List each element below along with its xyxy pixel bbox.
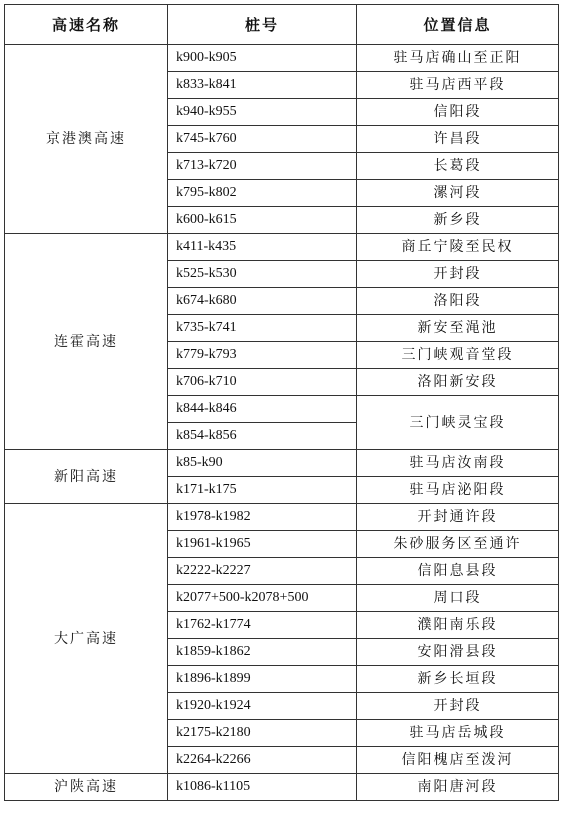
stake-number-cell: k833-k841 <box>168 72 357 99</box>
location-cell: 长葛段 <box>357 153 559 180</box>
stake-number-cell: k411-k435 <box>168 234 357 261</box>
table-row <box>5 504 559 531</box>
stake-number-cell: k1762-k1774 <box>168 612 357 639</box>
location-cell: 许昌段 <box>357 126 559 153</box>
highway-table <box>4 4 559 801</box>
location-cell: 驻马店确山至正阳 <box>357 45 559 72</box>
location-cell: 开封段 <box>357 693 559 720</box>
location-cell: 新乡长垣段 <box>357 666 559 693</box>
location-cell: 南阳唐河段 <box>357 774 559 801</box>
location-cell: 朱砂服务区至通许 <box>357 531 559 558</box>
location-cell: 信阳槐店至泼河 <box>357 747 559 774</box>
header-highway-name: 高速名称 <box>5 5 168 45</box>
location-cell: 新乡段 <box>357 207 559 234</box>
table-row <box>5 234 559 261</box>
location-cell: 商丘宁陵至民权 <box>357 234 559 261</box>
stake-number-cell: k2175-k2180 <box>168 720 357 747</box>
header-location-info: 位置信息 <box>357 5 559 45</box>
location-cell: 安阳滑县段 <box>357 639 559 666</box>
location-cell: 漯河段 <box>357 180 559 207</box>
stake-number-cell: k1920-k1924 <box>168 693 357 720</box>
stake-number-cell: k525-k530 <box>168 261 357 288</box>
highway-name-cell: 大广高速 <box>5 504 168 774</box>
location-cell: 洛阳新安段 <box>357 369 559 396</box>
location-cell: 开封通许段 <box>357 504 559 531</box>
location-cell: 洛阳段 <box>357 288 559 315</box>
location-cell: 周口段 <box>357 585 559 612</box>
location-cell: 开封段 <box>357 261 559 288</box>
stake-number-cell: k745-k760 <box>168 126 357 153</box>
stake-number-cell: k1086-k1105 <box>168 774 357 801</box>
highway-name-cell: 连霍高速 <box>5 234 168 450</box>
location-cell: 信阳段 <box>357 99 559 126</box>
stake-number-cell: k900-k905 <box>168 45 357 72</box>
location-cell: 驻马店泌阳段 <box>357 477 559 504</box>
table-row <box>5 45 559 72</box>
location-cell: 驻马店岳城段 <box>357 720 559 747</box>
stake-number-cell: k844-k846 <box>168 396 357 423</box>
table-body <box>5 45 559 801</box>
header-stake-number: 桩号 <box>168 5 357 45</box>
table-row <box>5 774 559 801</box>
stake-number-cell: k171-k175 <box>168 477 357 504</box>
stake-number-cell: k795-k802 <box>168 180 357 207</box>
stake-number-cell: k1859-k1862 <box>168 639 357 666</box>
highway-name-cell: 沪陕高速 <box>5 774 168 801</box>
location-cell: 新安至渑池 <box>357 315 559 342</box>
stake-number-cell: k2264-k2266 <box>168 747 357 774</box>
stake-number-cell: k600-k615 <box>168 207 357 234</box>
location-cell: 三门峡灵宝段 <box>357 396 559 450</box>
location-cell: 濮阳南乐段 <box>357 612 559 639</box>
stake-number-cell: k854-k856 <box>168 423 357 450</box>
highway-name-cell: 京港澳高速 <box>5 45 168 234</box>
stake-number-cell: k674-k680 <box>168 288 357 315</box>
stake-number-cell: k1961-k1965 <box>168 531 357 558</box>
stake-number-cell: k85-k90 <box>168 450 357 477</box>
stake-number-cell: k706-k710 <box>168 369 357 396</box>
stake-number-cell: k2222-k2227 <box>168 558 357 585</box>
stake-number-cell: k779-k793 <box>168 342 357 369</box>
highway-name-cell: 新阳高速 <box>5 450 168 504</box>
location-cell: 驻马店西平段 <box>357 72 559 99</box>
table-row <box>5 450 559 477</box>
stake-number-cell: k735-k741 <box>168 315 357 342</box>
location-cell: 驻马店汝南段 <box>357 450 559 477</box>
location-cell: 三门峡观音堂段 <box>357 342 559 369</box>
location-cell: 信阳息县段 <box>357 558 559 585</box>
stake-number-cell: k1978-k1982 <box>168 504 357 531</box>
stake-number-cell: k1896-k1899 <box>168 666 357 693</box>
stake-number-cell: k2077+500-k2078+500 <box>168 585 357 612</box>
stake-number-cell: k940-k955 <box>168 99 357 126</box>
header-row <box>5 5 559 45</box>
stake-number-cell: k713-k720 <box>168 153 357 180</box>
